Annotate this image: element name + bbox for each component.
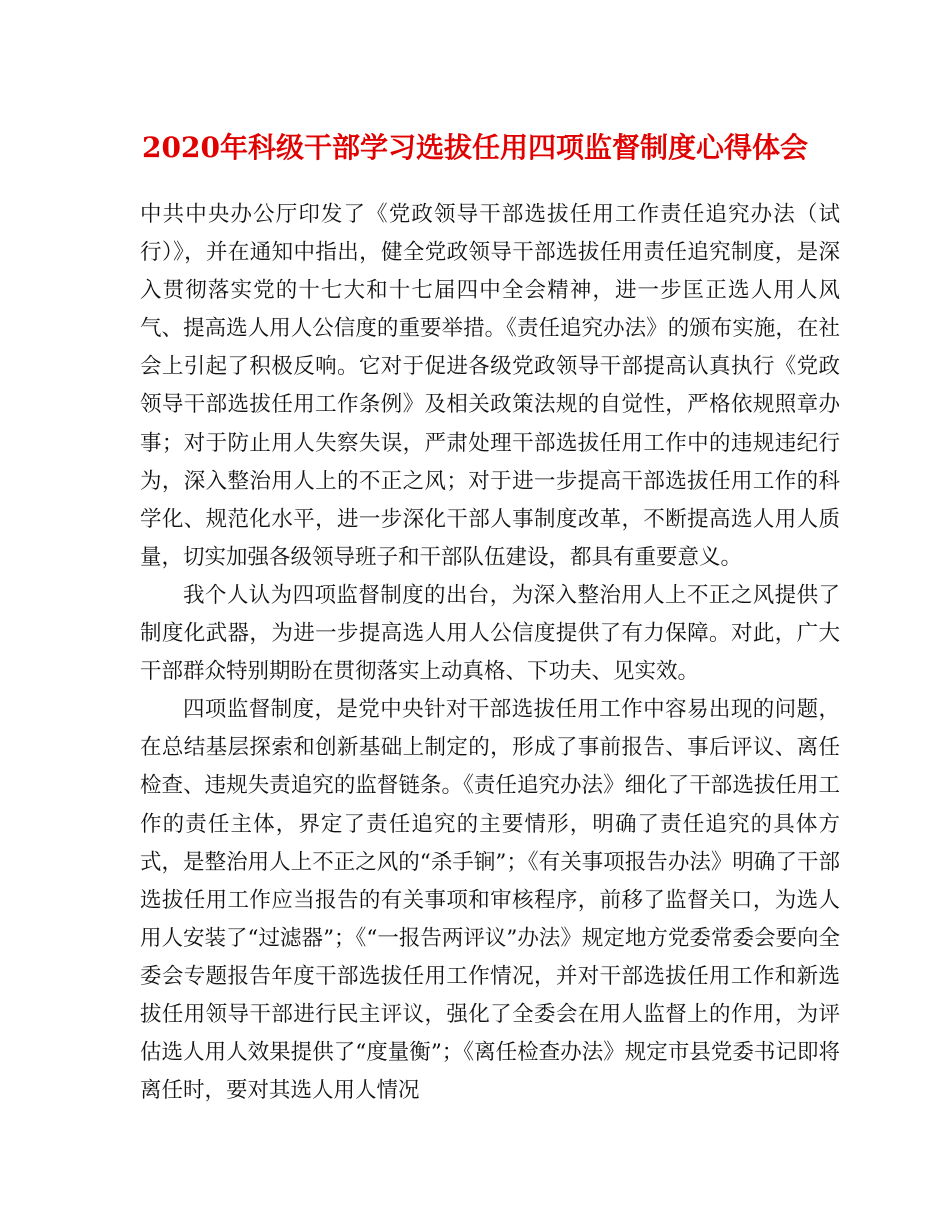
document-title: 2020年科级干部学习选拔任用四项监督制度心得体会 [142,131,808,164]
paragraph-2: 我个人认为四项监督制度的出台，为深入整治用人上不正之风提供了制度化武器，为进一步提高选人用人公信度提供了有力保障。对此，广大干部群众特别期盼在贯彻落实上动真格、下功夫、见实效。 [140,582,840,685]
paragraph-3: 四项监督制度，是党中央针对干部选拔任用工作中容易出现的问题，在总结基层探索和创新基础上制定的，形成了事前报告、事后评议、离任检查、违规失责追究的监督链条。《责任追究办法》细化了干部选拔任用工作的责任主体，界定了责任追究的主要情形，明确了责任追究的具体方式，是整治用人上不正之风的“杀手锏”；《有关事项报告办法》明确了干部选拔任用工作应当报告的有关事项和审核程序，前移了监督关口，为选人用人安装了“过滤器”；《“一报告两评议”办法》规定地方党委常委会要向全委会专题报告年度干部选拔任用工作情况，并对干部选拔任用工作和新选拔任用领导干部进行民主评议，强化了全委会在用人监督上的作用，为评估选人用人效果提供了“度量衡”；《离任检查办法》规定市县党委书记即将离任时，要对其选人用人情况 [140,697,840,1104]
document-body [140,196,840,1110]
paragraph-1: 中共中央办公厅印发了《党政领导干部选拔任用工作责任追究办法（试行）》，并在通知中指出，健全党政领导干部选拔任用责任追究制度，是深入贯彻落实党的十七大和十七届四中全会精神，进一步匡正选人用人风气、提高选人用人公信度的重要举措。《责任追究办法》的颁布实施，在社会上引起了积极反响。它对于促进各级党政领导干部提高认真执行《党政领导干部选拔任用工作条例》及相关政策法规的自觉性，严格依规照章办事；对于防止用人失察失误，严肃处理干部选拔任用工作中的违规违纪行为，深入整治用人上的不正之风；对于进一步提高干部选拔任用工作的科学化、规范化水平，进一步深化干部人事制度改革，不断提高选人用人质量，切实加强各级领导班子和干部队伍建设，都具有重要意义。 [140,202,840,570]
